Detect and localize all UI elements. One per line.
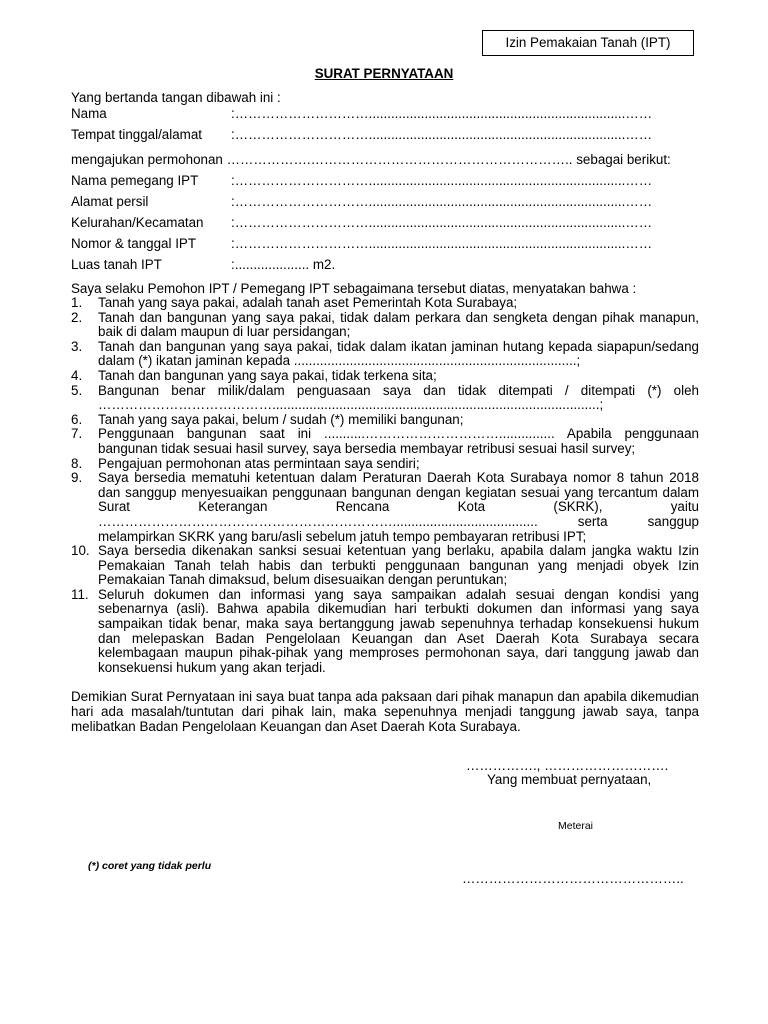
item-text: Tanah dan bangunan yang saya pakai, tidak terkena sita; <box>98 367 437 383</box>
item-text: Tanah yang saya pakai, adalah tanah aset Pemerintah Kota Surabaya; <box>98 295 518 310</box>
form-field-row <box>71 194 699 215</box>
statement-item <box>71 588 699 676</box>
item-number: 3. <box>71 338 83 354</box>
statement-item <box>71 311 699 340</box>
form-field-row <box>71 215 699 236</box>
statement-item <box>71 369 699 384</box>
item-number: 8. <box>71 455 83 471</box>
form-field-row <box>71 106 699 127</box>
statement-item <box>71 340 699 369</box>
field-fill-line[interactable]: ………………………….....................................................................…… <box>234 214 653 230</box>
form-field-row <box>71 127 699 148</box>
form-field-row <box>71 236 699 257</box>
signature-line: ………………………………………….. <box>462 871 684 886</box>
statement-lead: Saya selaku Pemohon IPT / Pemegang IPT sebagaimana tersebut diatas, menyatakan bahwa : <box>71 280 637 296</box>
footnote: (*) coret yang tidak perlu <box>88 860 212 872</box>
item-number: 6. <box>71 411 83 427</box>
field-fill-line[interactable]: .................... m2. <box>234 256 336 272</box>
item-number: 9. <box>71 470 83 486</box>
item-text: Tanah dan bangunan yang saya pakai, tidak dalam perkara dan sengketa dengan pihak manapun, baik di dalam maupun di luar persidangan; <box>98 309 699 340</box>
item-number: 4. <box>71 367 83 383</box>
field-colon: : <box>231 105 235 121</box>
field-fill-line[interactable]: ………………………….....................................................................…… <box>234 105 653 121</box>
form-field-row <box>71 173 699 194</box>
field-colon: : <box>231 172 235 188</box>
document-body <box>71 90 699 734</box>
field-label: Nama <box>71 105 107 121</box>
ipt-label-box: Izin Pemakaian Tanah (IPT) <box>482 30 694 56</box>
item-text: Saya bersedia dikenakan sanksi sesuai ketentuan yang berlaku, apabila dalam jangka waktu Izin Pemakaian Tanah telah habis dan terbukti penggunaan bangunan yang menjadi obyek Izin Pemakaian Tanah dimaksud, belum disesuaikan dengan peruntukan; <box>98 543 699 588</box>
item-number: 7. <box>71 426 83 442</box>
field-label: Nomor & tanggal IPT <box>71 235 197 251</box>
signer-label: Yang membuat pernyataan, <box>487 772 652 787</box>
field-fill-line[interactable]: ………………………….....................................................................…… <box>234 172 653 188</box>
item-number: 5. <box>71 382 83 398</box>
item-text: Bangunan benar milik/dalam penguasaan saya dan tidak ditempati / ditempati (*) oleh …………………………………........................................................................................; <box>98 382 699 413</box>
date-place-line: ……………., ………………………. <box>466 758 669 773</box>
item-text: Tanah yang saya pakai, belum / sudah (*) memiliki bangunan; <box>98 411 464 427</box>
field-label: Alamat persil <box>71 193 149 209</box>
item-text: Pengajuan permohonan atas permintaan saya sendiri; <box>98 455 420 471</box>
ipt-fields <box>71 173 699 278</box>
item-text: Seluruh dokumen dan informasi yang saya sampaikan adalah sesuai dengan kondisi yang sebenarnya (asli). Bahwa apabila dikemudian hari terbukti dokumen dan informasi yang saya sampaikan tidak benar, maka saya bertanggung jawab sepenuhnya terhadap konsekuensi hukum dan melepaskan Badan Pengelolaan Keuangan dan Aset Daerah Kota Surabaya secara kelembagaan maupun pihak-pihak yang memproses permohonan saya, dari tanggung jawab dan konsekuensi hukum yang akan terjadi. <box>98 586 699 675</box>
statement-item <box>71 544 699 588</box>
field-fill-line[interactable]: ………………………….....................................................................…… <box>234 235 653 251</box>
field-label: Luas tanah IPT <box>71 256 162 272</box>
item-number: 2. <box>71 309 83 325</box>
field-colon: : <box>231 193 235 209</box>
item-text: Saya bersedia mematuhi ketentuan dalam Peraturan Daerah Kota Surabaya nomor 8 tahun 2018 dan sanggup menyesuaikan penggunaan bangunan dengan kegiatan sesuai yang tercantum dalam Surat Keterangan Rencana Kota (SKRK), yaitu …………………………………………………………....................................... serta sanggup melampirkan SKRK yang baru/asli sebelum jatuh tempo pembayaran retribusi IPT; <box>98 470 699 544</box>
form-field-row <box>71 257 699 278</box>
meterai-label: Meterai <box>558 820 594 832</box>
statement-item <box>71 384 699 413</box>
statement-item <box>71 296 699 311</box>
item-number: 1. <box>71 295 83 310</box>
field-fill-line[interactable]: ………………………….....................................................................…… <box>234 193 653 209</box>
item-text: Penggunaan bangunan saat ini ...........…………………………............... Apabila penggunaan bangunan tidak sesuai hasil survey, saya bersedia membayar retribusi sesuai hasil survey; <box>98 426 699 456</box>
mengajukan-line: mengajukan permohonan ……………….………………………………………………….. sebagai berikut: <box>71 151 671 167</box>
field-colon: : <box>231 256 235 272</box>
item-number: 10. <box>71 543 90 559</box>
statement-item <box>71 457 699 472</box>
applicant-fields <box>71 106 699 148</box>
statement-list <box>71 296 699 675</box>
field-label: Nama pemegang IPT <box>71 172 199 188</box>
field-colon: : <box>231 214 235 230</box>
field-label: Kelurahan/Kecamatan <box>71 214 204 230</box>
item-number: 11. <box>71 586 89 602</box>
statement-item <box>71 471 699 544</box>
field-colon: : <box>231 126 235 142</box>
field-fill-line[interactable]: ………………………….....................................................................…… <box>234 126 653 142</box>
document-title: SURAT PERNYATAAN <box>314 66 454 81</box>
statement-item <box>71 413 699 428</box>
statement-item <box>71 427 699 456</box>
closing-paragraph: Demikian Surat Pernyataan ini saya buat tanpa ada paksaan dari pihak manapun dan apabila dikemudian hari ada masalah/tuntutan dari pihak lain, maka sepenuhnya menjadi tanggung jawab saya, tanpa melibatkan Badan Pengelolaan Keuangan dan Aset Daerah Kota Surabaya. <box>71 689 699 735</box>
field-colon: : <box>231 235 235 251</box>
field-label: Tempat tinggal/alamat <box>71 126 203 142</box>
intro-line: Yang bertanda tangan dibawah ini : <box>71 90 281 105</box>
item-text: Tanah dan bangunan yang saya pakai, tidak dalam ikatan jaminan hutang kepada siapapun/sedang dalam (*) ikatan jaminan kepada ............................................................................; <box>98 338 699 369</box>
